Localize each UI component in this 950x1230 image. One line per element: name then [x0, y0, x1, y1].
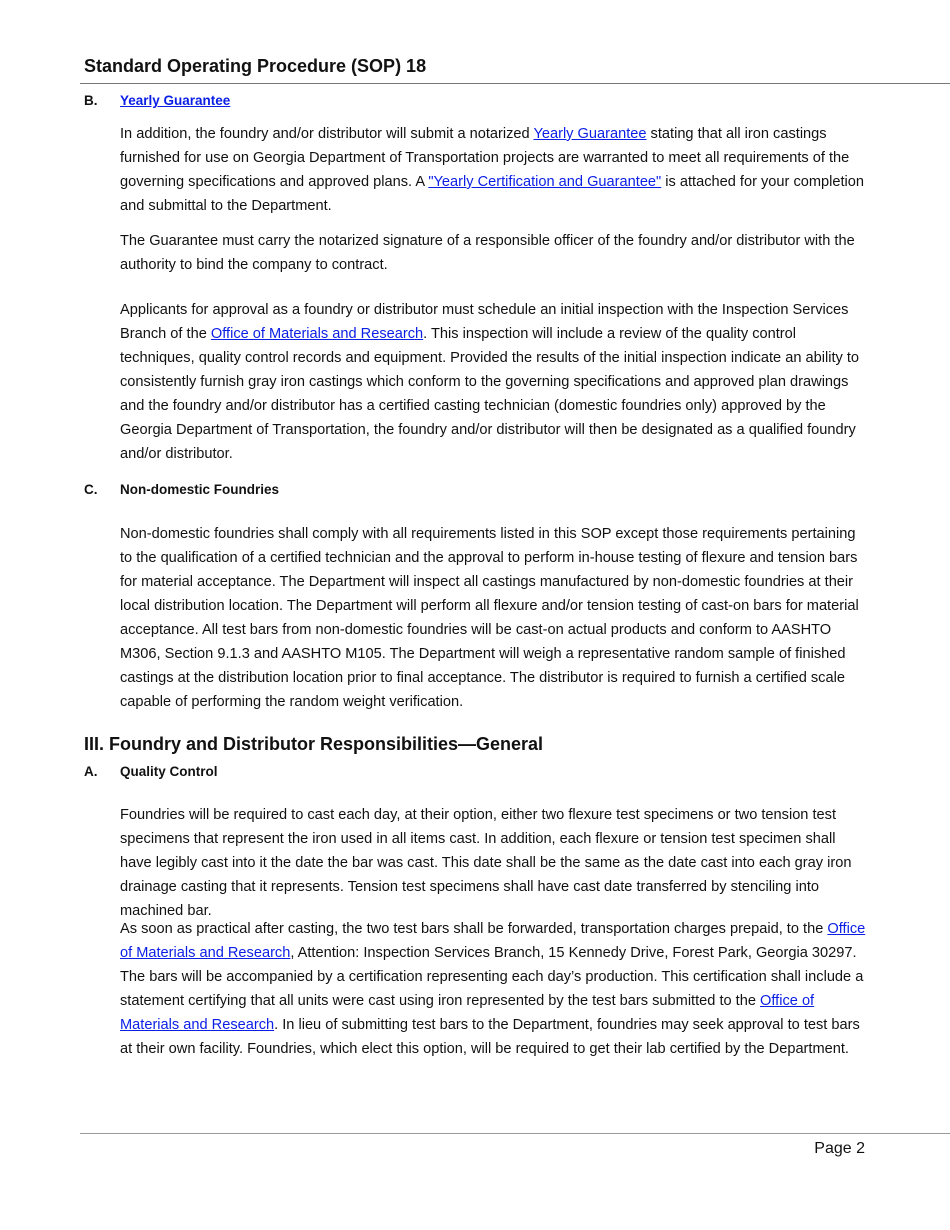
- paragraph: Foundries will be required to cast each day, at their option, either two flexure test specimens or two tension test specimens that represent the iron used in all items cast. In addition, each flexure or tension test specimen shall have legibly cast into it the date the bar was cast. This date shall be the same as the date cast into each gray iron drainage casting that it represents. Tension test specimens shall have cast date transferred by stenciling into machined bar.: [120, 807, 852, 919]
- header-divider: [80, 83, 950, 84]
- paragraph: [120, 122, 868, 218]
- text: , Attention: Inspection Services Branch, 15 Kennedy Drive, Forest Park, Georgia 30297. The bars will be accompanied by a certification representing each day’s production. This certification shall include a statement certifying that all units were cast using iron represented by the test bars submitted to the: [120, 945, 864, 1009]
- section-letter: C.: [84, 482, 98, 497]
- page-header-title: Standard Operating Procedure (SOP) 18: [84, 56, 427, 76]
- omr-link[interactable]: Office of Materials and Research: [120, 921, 866, 961]
- paragraph: [120, 917, 868, 1061]
- paragraph: [120, 298, 868, 466]
- text: As soon as practical after casting, the two test bars shall be forwarded, transportation charges prepaid, to the: [120, 921, 828, 937]
- section-letter: A.: [84, 764, 98, 779]
- paragraph: Non-domestic foundries shall comply with all requirements listed in this SOP except those requirements pertaining to the qualification of a certified technician and the approval to perform in-house testing of flexure and tension bars for material acceptance. The Department will inspect all castings manufactured by non-domestic foundries at their local distribution location. The Department will perform all flexure and/or tension testing of cast-on bars for material acceptance. All test bars from non-domestic foundries will be cast-on actual products and conform to AASHTO M306, Section 9.1.3 and AASHTO M105. The Department will weigh a representative random sample of finished castings at the distribution location prior to final acceptance. The distributor is required to furnish a certified scale capable of performing the random weight verification.: [120, 526, 859, 710]
- text: stating that all iron castings furnished for use on Georgia Department of Transportation projects are warranted to meet all requirements of the governing specifications and approved plans. A: [120, 126, 850, 190]
- section-a-heading: [84, 764, 218, 779]
- footer-divider: [80, 1133, 950, 1134]
- text: Applicants for approval as a foundry or distributor must schedule an initial inspection with the Inspection Services Branch of the: [120, 302, 849, 342]
- section-iii-heading: III. Foundry and Distributor Responsibilities—General: [84, 734, 544, 754]
- text: is attached for your completion and submittal to the Department.: [120, 174, 865, 214]
- section-title: Non-domestic Foundries: [120, 482, 280, 497]
- paragraph: The Guarantee must carry the notarized signature of a responsible officer of the foundry and/or distributor with the authority to bind the company to contract.: [120, 233, 855, 273]
- text: . This inspection will include a review of the quality control techniques, quality control records and equipment. Provided the results of the initial inspection indicate an ability to consistently furnish gray iron castings which conform to the governing specifications and approved plan drawings and the foundry and/or distributor has a certified casting technician (domestic foundries only) approved by the Georgia Department of Transportation, the foundry and/or distributor will then be designated as a qualified foundry and/or distributor.: [120, 326, 860, 462]
- text: In addition, the foundry and/or distributor will submit a notarized: [120, 126, 534, 142]
- page-number: Page 2: [814, 1140, 865, 1157]
- omr-link[interactable]: Office of Materials and Research: [210, 326, 424, 342]
- yearly-guarantee-link[interactable]: Yearly Guarantee: [533, 126, 647, 142]
- section-title: Quality Control: [120, 764, 218, 779]
- omr-link[interactable]: Office of Materials and Research: [120, 993, 815, 1033]
- yearly-guarantee-heading-link[interactable]: Yearly Guarantee: [120, 93, 231, 108]
- section-c-heading: [84, 482, 279, 497]
- text: . In lieu of submitting test bars to the Department, foundries may seek approval to test bars at their own facility. Foundries, which elect this option, will be required to get their lab certified by the Department.: [120, 1017, 860, 1057]
- section-b-heading: [84, 93, 230, 108]
- yearly-certification-link[interactable]: "Yearly Certification and Guarantee": [428, 174, 662, 190]
- section-letter: B.: [84, 93, 98, 108]
